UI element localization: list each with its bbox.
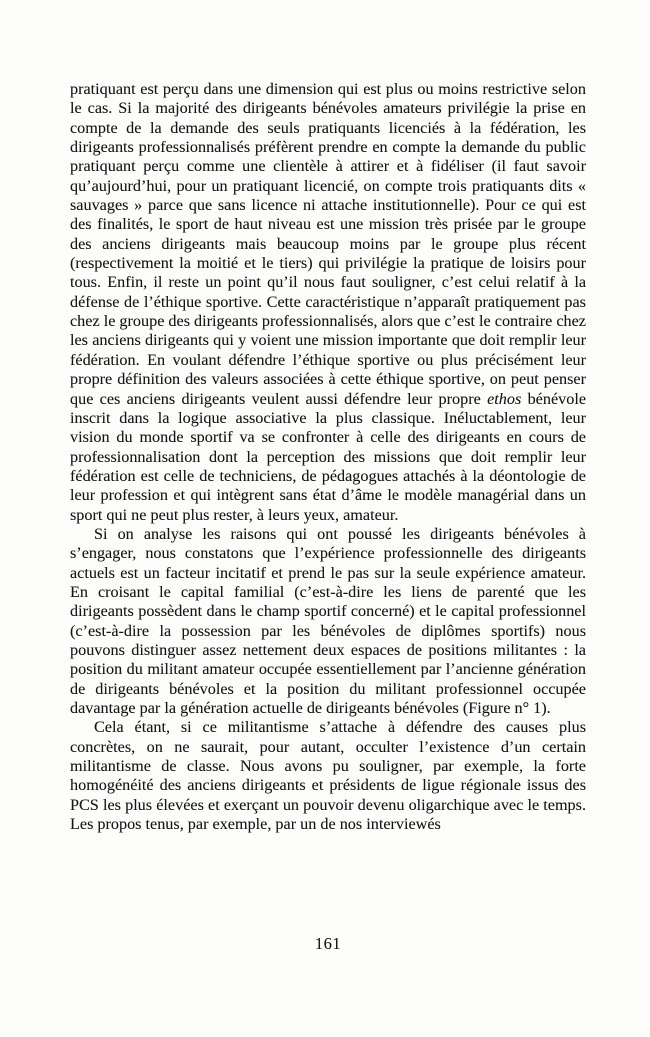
page-number: 161 bbox=[314, 934, 342, 953]
paragraph-1 bbox=[70, 80, 586, 525]
paragraph-1-text-continued: bénévole inscrit dans la logique associative la plus classique. Inéluctablement, leur vision du monde sportif va se confronter à celle des dirigeants en cours de professionnalisation dont la perception des missions que doit remplir leur fédération est celle de techniciens, de pédagogues attachés à la déontologie de leur profession et qui intègrent sans état d’âme le modèle managérial dans un sport qui ne peut plus rester, à leurs yeux, amateur. bbox=[70, 389, 587, 524]
page-footer bbox=[70, 934, 586, 954]
paragraph-3: Cela étant, si ce militantisme s’attache à défendre des causes plus concrètes, on ne saurait, pour autant, occulter l’existence d’un certain militantisme de classe. Nous avons pu souligner, par exemple, la forte homogénéité des anciens dirigeants et présidents de ligue régionale issus des PCS les plus élevées et exerçant un pouvoir devenu oligarchique avec le temps. Les propos tenus, par exemple, par un de nos interviewés bbox=[70, 718, 586, 834]
paragraph-1-text: pratiquant est perçu dans une dimension qui est plus ou moins restrictive selon le cas. Si la majorité des dirigeants bénévoles amateurs privilégie la prise en compte de la demande des seuls pratiquants licenciés à la fédération, les dirigeants professionnalisés préfèrent prendre en compte la demande du public pratiquant perçu comme une clientèle à attirer et à fidéliser (il faut savoir qu’aujourd’hui, pour un pratiquant licencié, on compte trois pratiquants dits « sauvages » parce que sans licence ni attache institutionnelle). Pour ce qui est des finalités, le sport de haut niveau est une mission très prisée par le groupe des anciens dirigeants mais beaucoup moins par le groupe plus récent (respectivement la moitié et le tiers) qui privilégie la pratique de loisirs pour tous. Enfin, il reste un point qu’il nous faut souligner, c’est celui relatif à la défense de l’éthique sportive. Cette caractéristique n’apparaît pratiquement pas chez le groupe des dirigeants professionnalisés, alors que c’est le contraire chez les anciens dirigeants qui y voient une mission importante que doit remplir leur fédération. En voulant défendre l’éthique sportive ou plus précisément leur propre définition des valeurs associées à cette éthique sportive, on peut penser que ces anciens dirigeants veulent aussi défendre leur propre bbox=[70, 80, 586, 408]
italic-term-ethos: ethos bbox=[487, 389, 522, 408]
text-column bbox=[70, 80, 586, 834]
paragraph-2: Si on analyse les raisons qui ont poussé les dirigeants bénévoles à s’engager, nous constatons que l’expérience professionnelle des dirigeants actuels est un facteur incitatif et prend le pas sur la seule expérience amateur. En croisant le capital familial (c’est-à-dire les liens de parenté que les dirigeants possèdent dans le champ sportif concerné) et le capital professionnel (c’est-à-dire la possession par les bénévoles de diplômes sportifs) nous pouvons distinguer assez nettement deux espaces de positions militantes : la position du militant amateur occupée essentiellement par l’ancienne génération de dirigeants bénévoles et la position du militant professionnel occupée davantage par la génération actuelle de dirigeants bénévoles (Figure n° 1). bbox=[70, 524, 586, 717]
